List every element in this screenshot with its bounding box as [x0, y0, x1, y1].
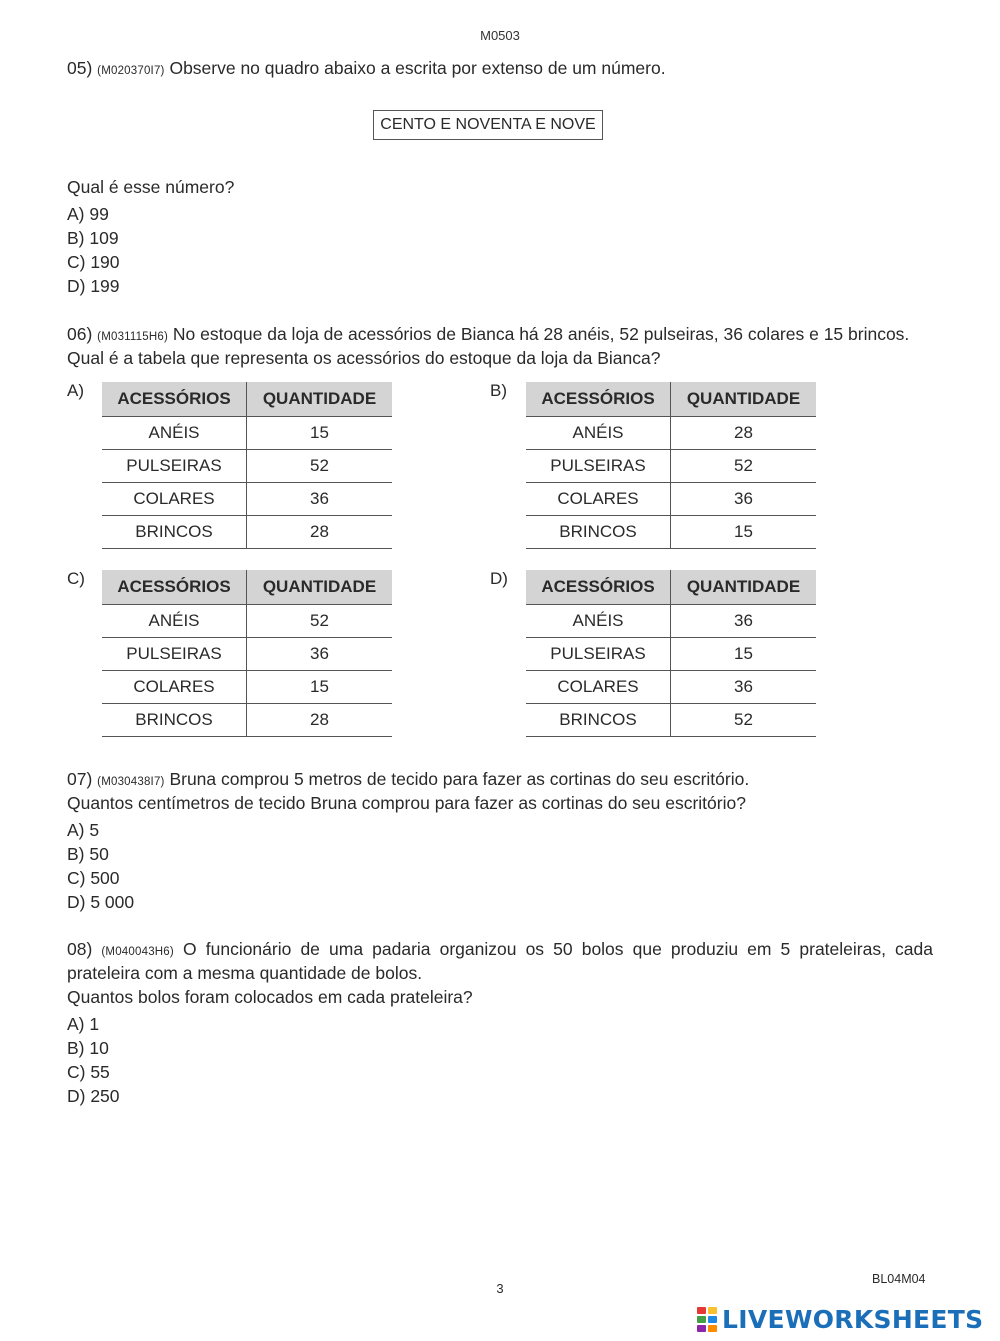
question-text: Bruna comprou 5 metros de tecido para fazer as cortinas do seu escritório. — [169, 769, 750, 789]
question-05-options — [67, 202, 120, 298]
table-b-label: B) — [490, 381, 507, 400]
col-header-quantity: QUANTIDADE — [247, 382, 393, 417]
cell: 52 — [671, 450, 817, 483]
table-d[interactable] — [526, 570, 816, 737]
question-code: (M031115H6) — [97, 331, 168, 343]
table-c[interactable] — [102, 570, 392, 737]
cell: PULSEIRAS — [526, 638, 671, 671]
question-code: (M030438I7) — [97, 776, 165, 788]
question-code: (M040043H6) — [101, 946, 174, 958]
option-c[interactable]: C) 190 — [67, 252, 120, 272]
question-07-statement — [67, 767, 937, 794]
page-number: 3 — [496, 1281, 504, 1296]
question-text: Observe no quadro abaixo a escrita por extenso de um número. — [169, 58, 666, 78]
liveworksheets-icon — [697, 1306, 719, 1332]
question-06-statement — [67, 322, 937, 349]
question-08-prompt: Quantos bolos foram colocados em cada prateleira? — [67, 987, 473, 1007]
logo-text: LIVEWORKSHEETS — [722, 1304, 984, 1334]
question-text: No estoque da loja de acessórios de Bianca há 28 anéis, 52 pulseiras, 36 colares e 15 brincos. — [172, 324, 910, 344]
col-header-accessories: ACESSÓRIOS — [102, 382, 247, 417]
cell: BRINCOS — [102, 516, 247, 549]
cell: PULSEIRAS — [102, 638, 247, 671]
col-header-quantity: QUANTIDADE — [671, 570, 817, 605]
table-c-label: C) — [67, 569, 85, 588]
table-row — [102, 704, 392, 737]
question-05-prompt: Qual é esse número? — [67, 177, 235, 197]
col-header-accessories: ACESSÓRIOS — [526, 382, 671, 417]
question-code: (M020370I7) — [97, 65, 165, 77]
table-row — [102, 605, 392, 638]
table-row — [102, 638, 392, 671]
option-a[interactable]: A) 1 — [67, 1014, 100, 1034]
cell: 28 — [671, 417, 817, 450]
table-a-label: A) — [67, 381, 84, 400]
cell: 15 — [671, 638, 817, 671]
cell: 36 — [247, 638, 393, 671]
table-b[interactable] — [526, 382, 816, 549]
question-06-prompt: Qual é a tabela que representa os acessórios do estoque da loja da Bianca? — [67, 348, 661, 368]
cell: 15 — [247, 671, 393, 704]
cell: 52 — [671, 704, 817, 737]
cell: PULSEIRAS — [526, 450, 671, 483]
cell: ANÉIS — [526, 417, 671, 450]
option-d[interactable]: D) 250 — [67, 1086, 120, 1106]
cell: COLARES — [526, 671, 671, 704]
cell: COLARES — [102, 483, 247, 516]
option-d[interactable]: D) 199 — [67, 276, 120, 296]
cell: 28 — [247, 704, 393, 737]
table-row — [102, 516, 392, 549]
cell: PULSEIRAS — [102, 450, 247, 483]
cell: 36 — [671, 671, 817, 704]
cell: 52 — [247, 605, 393, 638]
table-row — [526, 450, 816, 483]
table-row — [102, 450, 392, 483]
option-a[interactable]: A) 99 — [67, 204, 109, 224]
cell: BRINCOS — [526, 516, 671, 549]
table-row — [102, 483, 392, 516]
question-number: 05) — [67, 58, 93, 78]
cell: 15 — [247, 417, 393, 450]
table-row — [102, 671, 392, 704]
col-header-quantity: QUANTIDADE — [671, 382, 817, 417]
cell: ANÉIS — [102, 605, 247, 638]
cell: ANÉIS — [102, 417, 247, 450]
cell: 28 — [247, 516, 393, 549]
cell: 52 — [247, 450, 393, 483]
question-07-options — [67, 818, 134, 914]
question-07-prompt: Quantos centímetros de tecido Bruna comprou para fazer as cortinas do seu escritório? — [67, 793, 746, 813]
question-number: 08) — [67, 939, 93, 959]
col-header-quantity: QUANTIDADE — [247, 570, 393, 605]
number-words-box: CENTO E NOVENTA E NOVE — [373, 110, 603, 140]
option-c[interactable]: C) 55 — [67, 1062, 110, 1082]
table-row — [526, 483, 816, 516]
col-header-accessories: ACESSÓRIOS — [102, 570, 247, 605]
liveworksheets-logo[interactable] — [697, 1304, 983, 1334]
question-number: 06) — [67, 324, 93, 344]
option-a[interactable]: A) 5 — [67, 820, 100, 840]
question-number: 07) — [67, 769, 93, 789]
table-row — [526, 605, 816, 638]
table-row — [526, 671, 816, 704]
cell: COLARES — [102, 671, 247, 704]
option-b[interactable]: B) 109 — [67, 228, 119, 248]
option-d[interactable]: D) 5 000 — [67, 892, 135, 912]
question-08-text-continued: prateleira com a mesma quantidade de bolos. — [67, 963, 423, 983]
document-code: BL04M04 — [872, 1272, 926, 1286]
cell: 36 — [247, 483, 393, 516]
table-row — [526, 704, 816, 737]
table-row — [526, 417, 816, 450]
table-d-label: D) — [490, 569, 508, 588]
option-b[interactable]: B) 10 — [67, 1038, 109, 1058]
question-05-statement — [67, 56, 937, 83]
table-a[interactable] — [102, 382, 392, 549]
cell: 36 — [671, 483, 817, 516]
cell: ANÉIS — [526, 605, 671, 638]
table-row — [526, 516, 816, 549]
cell: 36 — [671, 605, 817, 638]
cell: BRINCOS — [526, 704, 671, 737]
table-row — [102, 417, 392, 450]
option-b[interactable]: B) 50 — [67, 844, 109, 864]
cell: 15 — [671, 516, 817, 549]
question-08-statement — [67, 937, 933, 964]
option-c[interactable]: C) 500 — [67, 868, 120, 888]
table-row — [526, 638, 816, 671]
cell: COLARES — [526, 483, 671, 516]
cell: BRINCOS — [102, 704, 247, 737]
header-code: M0503 — [480, 28, 520, 43]
question-08-options — [67, 1012, 120, 1108]
col-header-accessories: ACESSÓRIOS — [526, 570, 671, 605]
question-text: O funcionário de uma padaria organizou os 50 bolos que produziu em 5 prateleiras, cada — [183, 939, 933, 959]
